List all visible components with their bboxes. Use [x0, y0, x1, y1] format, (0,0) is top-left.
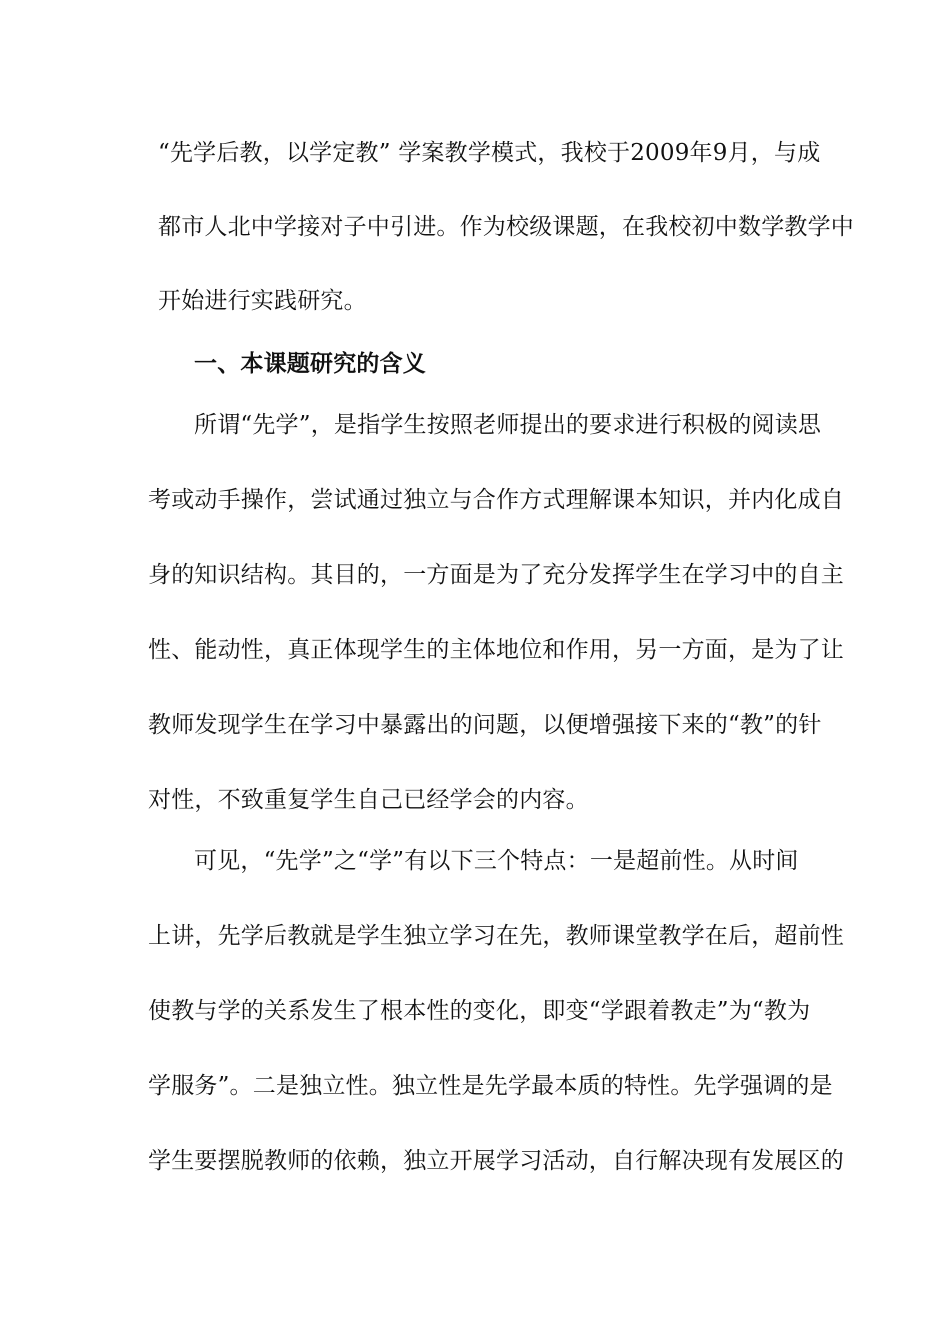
paragraph-line: 所谓“先学”，是指学生按照老师提出的要求进行积极的阅读思 — [194, 412, 822, 438]
paragraph-line: 学服务”。二是独立性。独立性是先学最本质的特性。先学强调的是 — [148, 1073, 833, 1099]
section-heading: 一、本课题研究的含义 — [194, 350, 426, 377]
paragraph-line: 学生要摆脱教师的依赖，独立开展学习活动，自行解决现有发展区的 — [148, 1148, 844, 1174]
paragraph-line: 可见，“先学”之“学”有以下三个特点：一是超前性。从时间 — [194, 848, 799, 874]
paragraph-line: 教师发现学生在学习中暴露出的问题，以便增强接下来的“教”的针 — [148, 712, 822, 738]
paragraph-line: 都市人北中学接对子中引进。作为校级课题，在我校初中数学教学中 — [158, 214, 854, 240]
paragraph-line: 考或动手操作，尝试通过独立与合作方式理解课本知识，并内化成自 — [148, 487, 844, 513]
paragraph-line: 对性，不致重复学生自己已经学会的内容。 — [148, 787, 589, 813]
paragraph-line: 使教与学的关系发生了根本性的变化，即变“学跟着教走”为“教为 — [148, 998, 811, 1024]
paragraph-line: 上讲，先学后教就是学生独立学习在先，教师课堂教学在后，超前性 — [148, 923, 844, 949]
paragraph-line: 身的知识结构。其目的，一方面是为了充分发挥学生在学习中的自主 — [148, 562, 844, 588]
paragraph-line: “先学后教，以学定教” 学案教学模式，我校于2009年9月，与成 — [158, 140, 821, 166]
paragraph-line: 开始进行实践研究。 — [158, 288, 367, 314]
paragraph-line: 性、能动性，真正体现学生的主体地位和作用，另一方面，是为了让 — [148, 637, 844, 663]
